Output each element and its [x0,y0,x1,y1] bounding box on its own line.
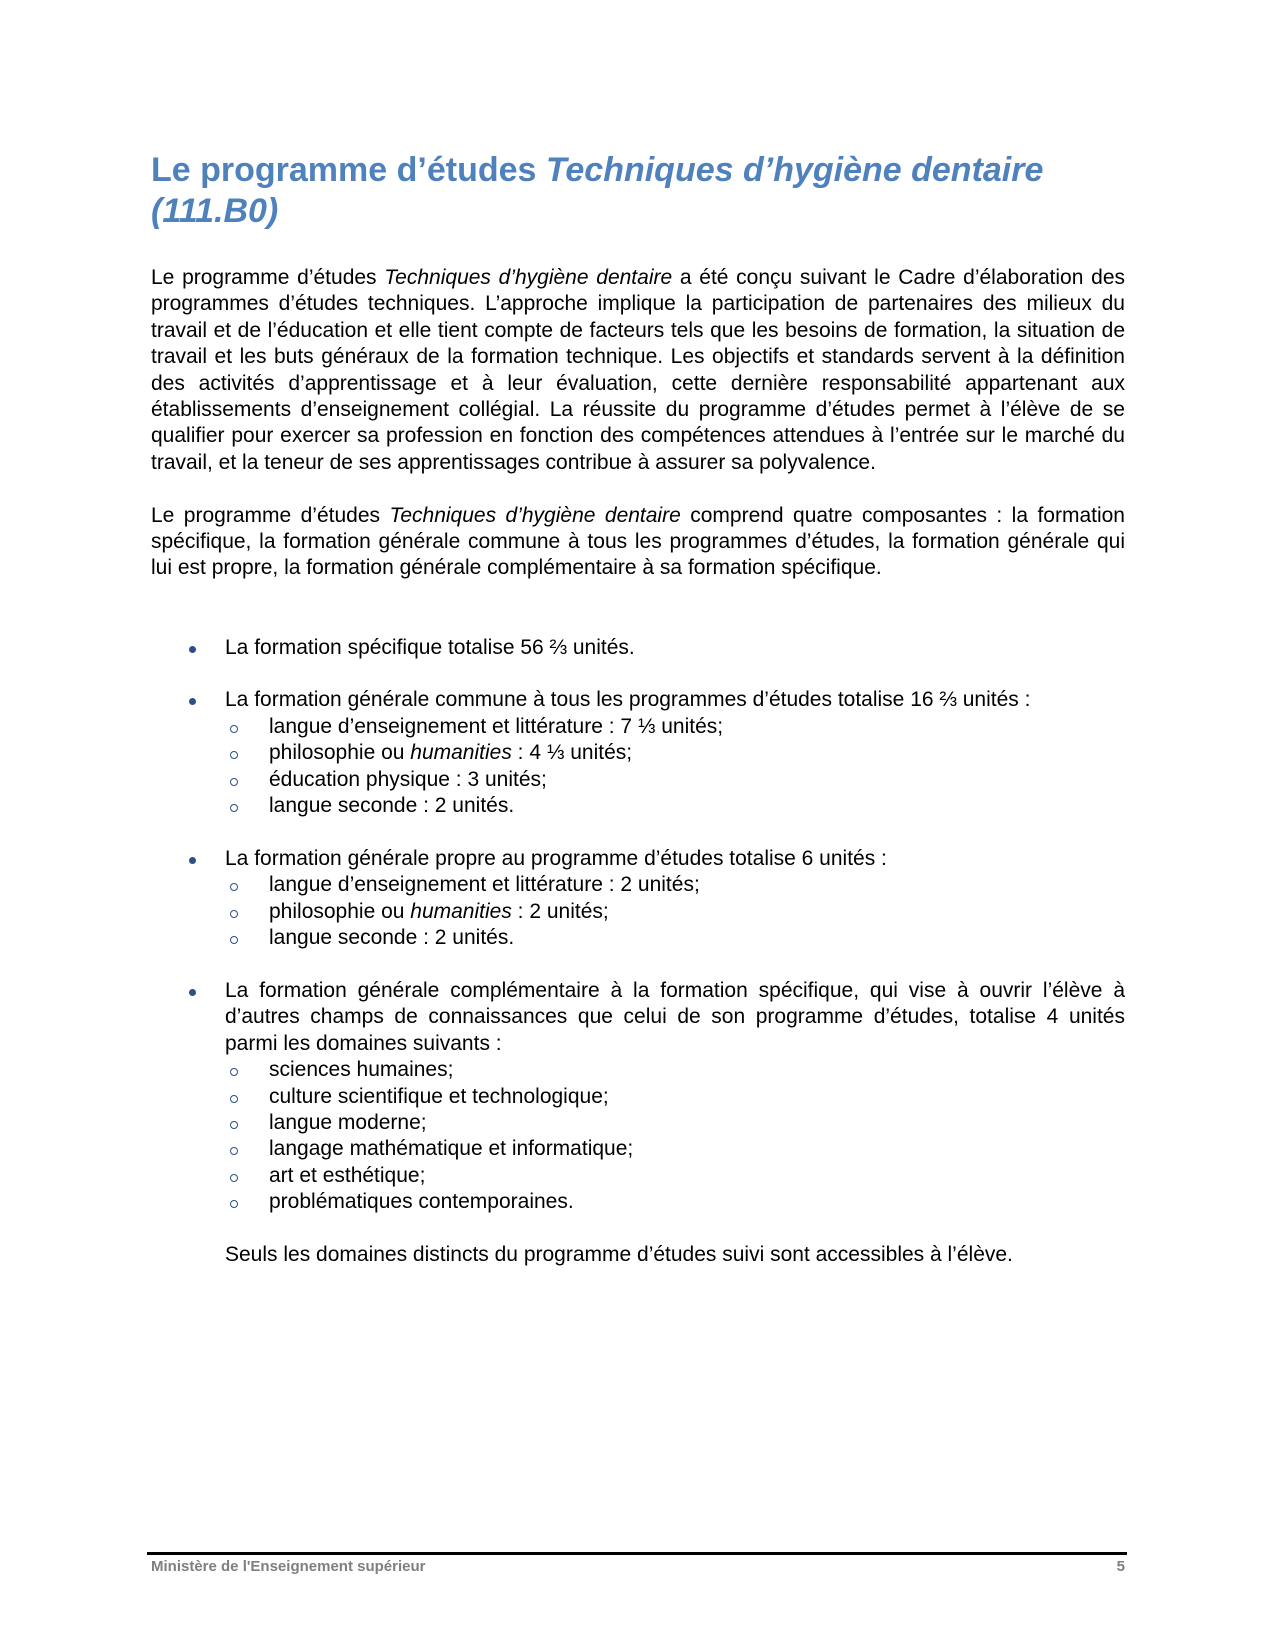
circle-bullet-icon [230,1068,238,1076]
circle-bullet-icon [230,778,238,786]
text: Le programme d’études [151,503,390,527]
circle-bullet-icon [230,1121,238,1129]
text: langue moderne; [269,1110,427,1134]
text: comprend quatre composantes : la formation spécifique, la formation générale commune à tous les programmes d’études, la formation générale qui lui est propre, la formation générale complémentaire à sa formation spécifique. [151,503,1125,580]
text: langage mathématique et informatique; [269,1137,634,1161]
program-name: Techniques d’hygiène dentaire [389,503,681,527]
list-item [151,978,1125,1216]
list-item-text: La formation générale complémentaire à la formation spécifique, qui vise à ouvrir l’élève à d’autres champs de connaissances que celui de son programme d’études, totalise 4 unités parmi les domaines suivants : [225,978,1125,1055]
bullet-icon [189,857,196,864]
text: art et esthétique; [269,1163,426,1187]
text: a été conçu suivant le Cadre d’élaboration des programmes d’études techniques. L’approche implique la participation de partenaires des milieux du travail et de l’éducation et elle tient compte de facteurs tels que les besoins de formation, la situation de travail et les buts généraux de la formation technique. Les objectifs et standards servent à la définition des activités d’apprentissage et à leur évaluation, cette dernière responsabilité appartenant aux établissements d’enseignement collégial. La réussite du programme d’études permet à l’élève de se qualifier pour exercer sa profession en fonction des compétences attendues à l’entrée sur le marché du travail, et la teneur de ses apprentissages contribue à assurer sa polyvalence. [151,266,1125,474]
text: sciences humaines; [269,1058,454,1082]
list-item [151,846,1125,952]
sub-list-item [225,1189,1125,1215]
sub-list-item [225,740,1125,766]
footer-divider [147,1552,1127,1555]
sub-list-item [225,925,1125,951]
circle-bullet-icon [230,751,238,759]
sub-list-item [225,1110,1125,1136]
text-italic: humanities [410,899,512,923]
program-name: Techniques d’hygiène dentaire [384,266,673,289]
page-number: 5 [1116,1558,1125,1575]
circle-bullet-icon [230,1147,238,1155]
sub-list-item [225,899,1125,925]
list-item-text: La formation générale propre au programme d’études totalise 6 unités : [225,846,887,870]
sub-list-item [225,1057,1125,1083]
text-italic: humanities [410,741,512,765]
title-text: Le programme d’études [151,151,546,189]
list-item-text: La formation spécifique totalise 56 ⅔ unités. [225,635,635,659]
text: philosophie ou [269,899,411,923]
sub-list-item [225,767,1125,793]
bullet-icon [189,646,196,653]
circle-bullet-icon [230,910,238,918]
sub-list [225,872,1125,951]
bullet-icon [189,989,196,996]
text: : 4 ⅓ unités; [511,741,633,765]
text: langue d’enseignement et littérature : 7 ⅓ unités; [269,714,724,738]
bullet-icon [189,698,196,705]
list-item [151,635,1125,661]
components-list [151,635,1125,1216]
sub-list-item [225,1163,1125,1189]
page-title [151,150,1125,232]
title-italic: Techniques d’hygiène dentaire (111.B0) [151,151,1044,230]
circle-bullet-icon [230,1200,238,1208]
page-content [151,150,1125,1268]
sub-list-item [225,872,1125,898]
list-item [151,687,1125,819]
text: philosophie ou [269,741,411,765]
list-item-text: La formation générale commune à tous les programmes d’études totalise 16 ⅔ unités : [225,688,1031,712]
circle-bullet-icon [230,1095,238,1103]
sub-list-item [225,793,1125,819]
text: : 2 unités; [511,899,609,923]
text: langue seconde : 2 unités. [269,926,515,950]
circle-bullet-icon [230,804,238,812]
text: langue seconde : 2 unités. [269,794,515,818]
sub-list-item [225,714,1125,740]
circle-bullet-icon [230,1174,238,1182]
sub-list [225,714,1125,820]
text: Le programme d’études [151,266,385,289]
page-footer [151,1558,1125,1575]
sub-list-item [225,1136,1125,1162]
components-paragraph [151,503,1125,582]
note-paragraph: Seuls les domaines distincts du programme d’études suivi sont accessibles à l’élève. [225,1242,1013,1266]
circle-bullet-icon [230,725,238,733]
text: langue d’enseignement et littérature : 2 unités; [269,873,700,897]
text: culture scientifique et technologique; [269,1084,609,1108]
circle-bullet-icon [230,936,238,944]
sub-list [225,1057,1125,1215]
circle-bullet-icon [230,883,238,891]
intro-paragraph [151,265,1125,476]
text: éducation physique : 3 unités; [269,767,547,791]
text: problématiques contemporaines. [269,1190,574,1214]
sub-list-item [225,1084,1125,1110]
footer-ministry: Ministère de l'Enseignement supérieur [151,1558,426,1575]
